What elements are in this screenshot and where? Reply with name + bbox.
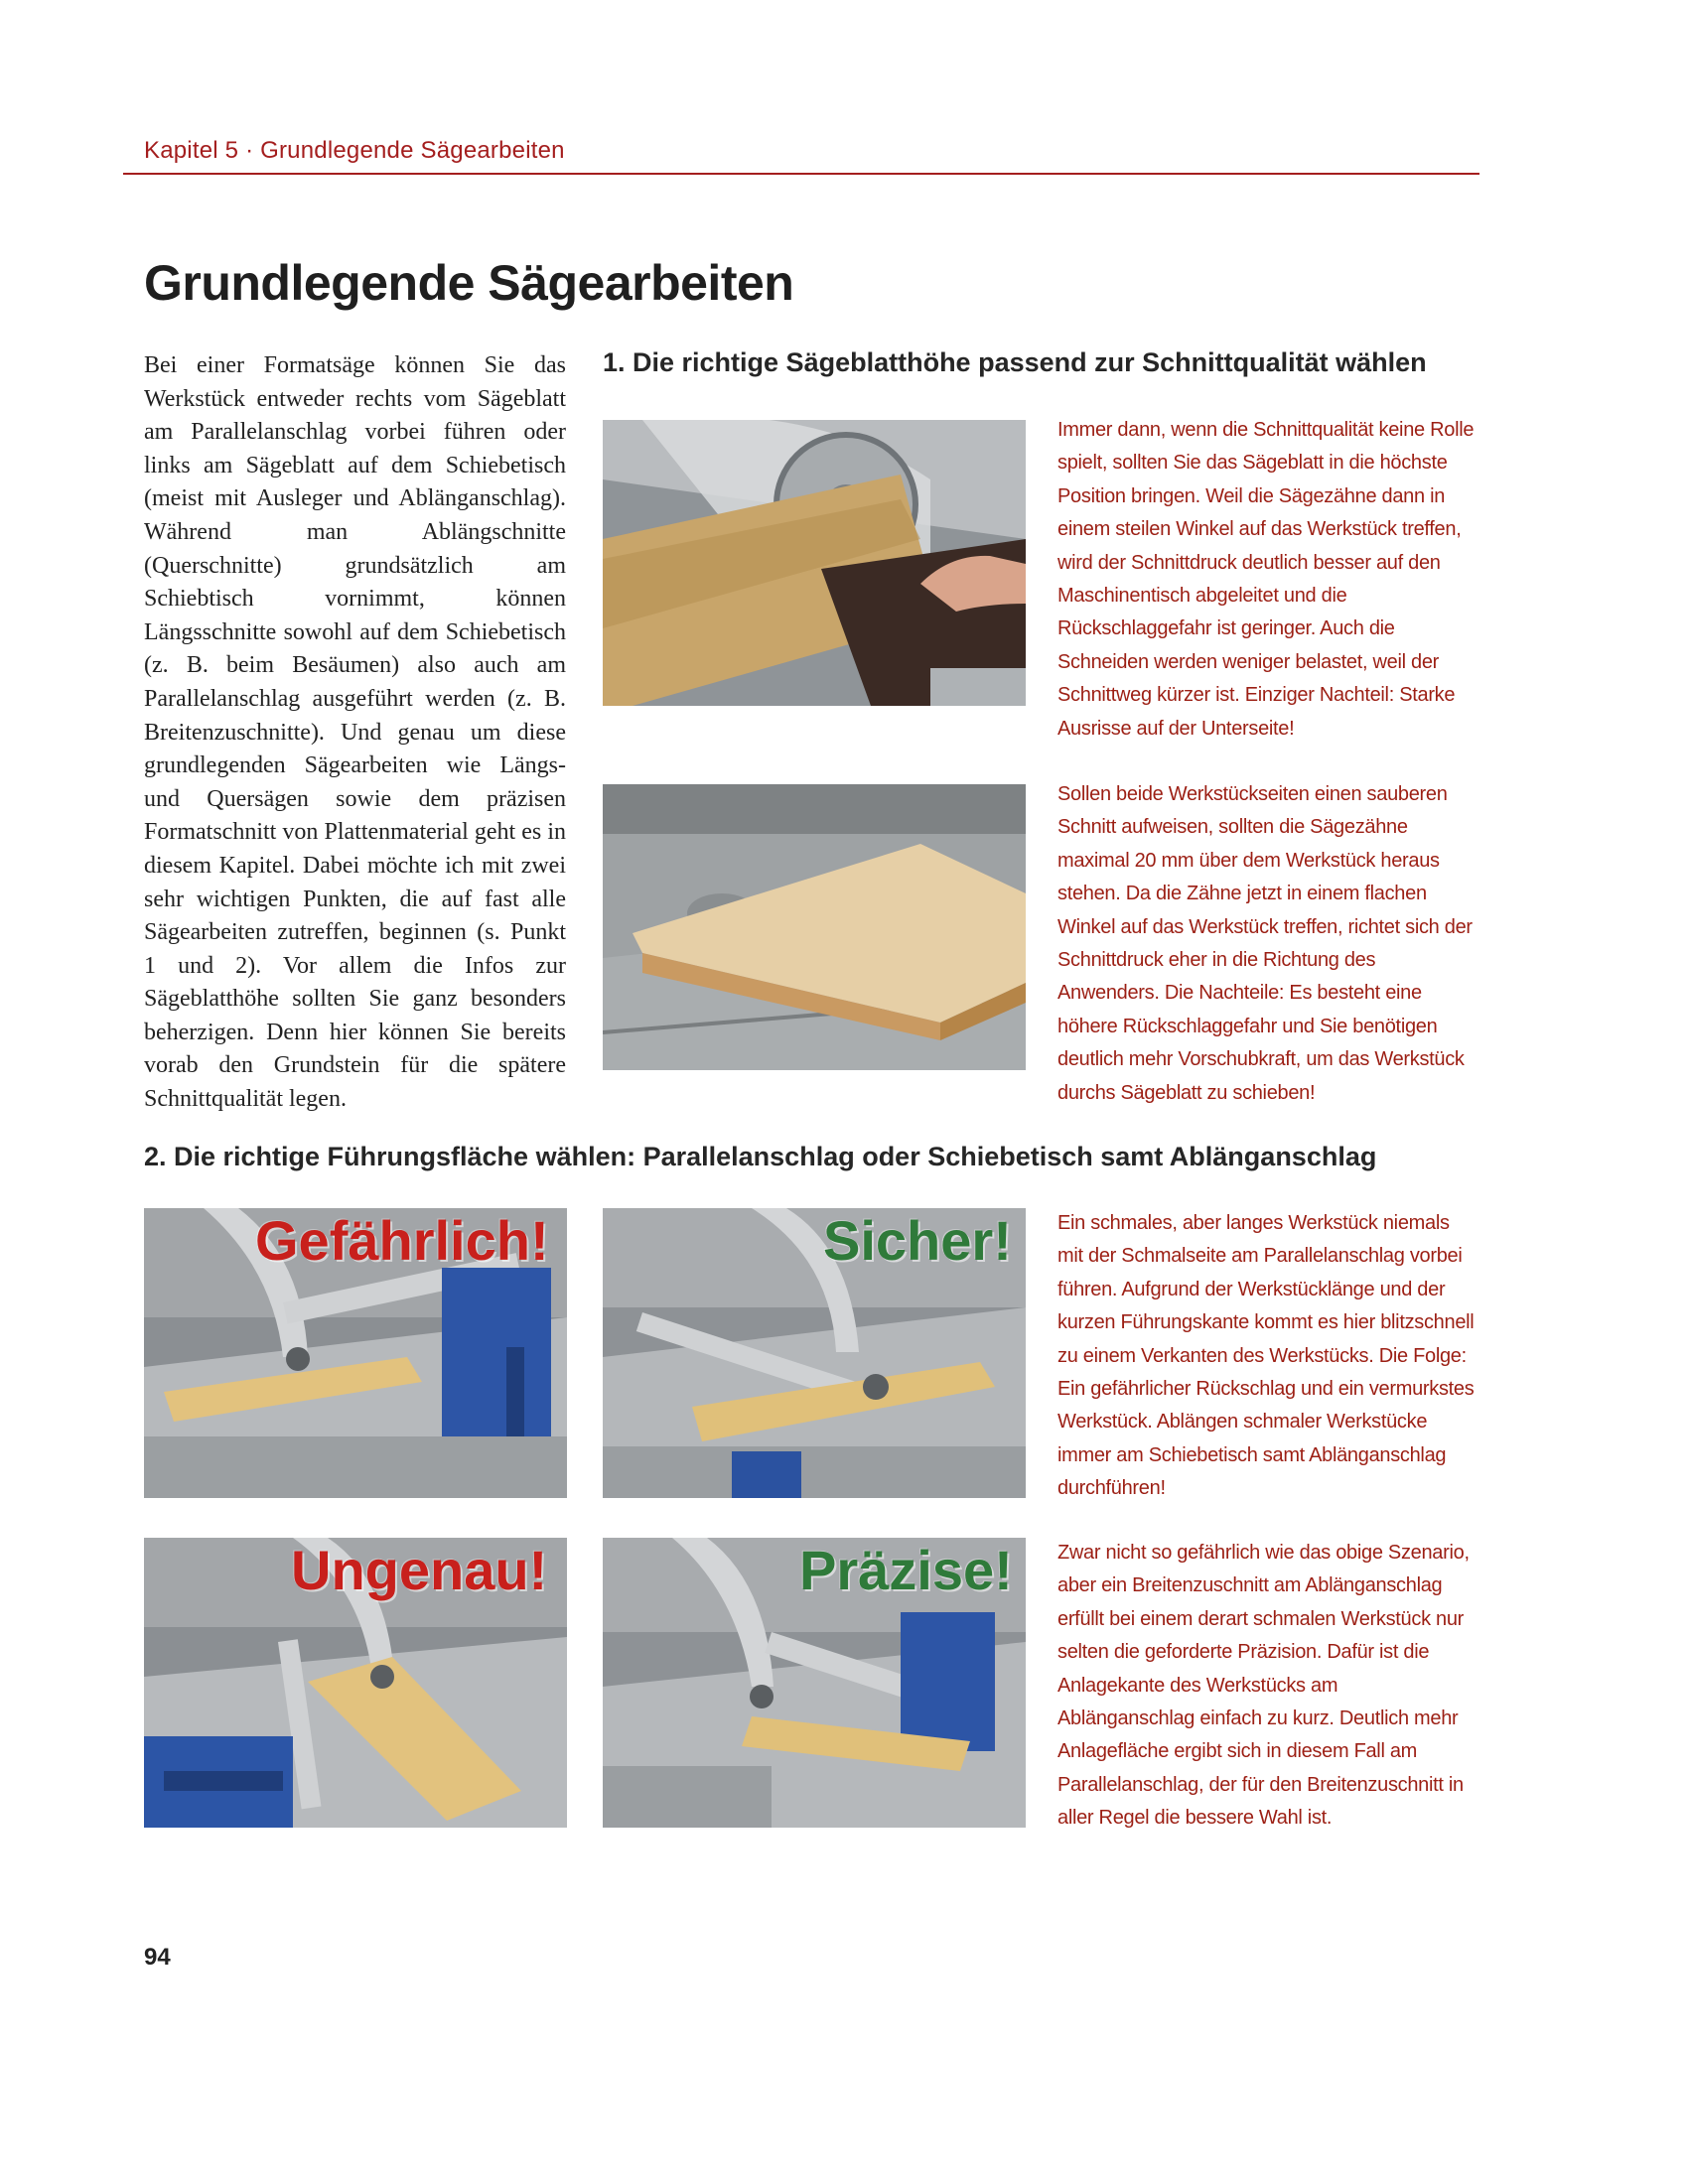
page-number: 94 [144, 1944, 171, 1971]
label-dangerous: Gefährlich! [255, 1209, 549, 1272]
intro-paragraph: Bei einer Formatsäge können Sie das Werkstück entweder rechts vom Sägeblatt am Parallelanschlag vorbei führen oder links am Sägeblatt auf dem Schiebetisch (meist mit Ausleger und Ablänganschlag). Während man Ablängschnitte (Querschnitte) grundsätzlich am Schiebtisch vornimmt, können Längsschnitte sowohl auf dem Schiebetisch (z. B. beim Besäumen) also auch am Parallelanschlag ausgeführt werden (z. B. Breitenzuschnitte). Und genau um diese grundlegenden Sägearbeiten wie Längs- und Quersägen sowie dem präzisen Formatschnitt von Plattenmaterial geht es in diesem Kapitel. Dabei möchte ich mit zwei sehr wichtigen Punkten, die auf fast alle Sägearbeiten zutreffen, beginnen (s. Punkt 1 und 2). Vor allem die Infos zur Sägeblatthöhe sollten Sie ganz besonders beherzigen. Denn hier können Sie bereits vorab den Grundstein für die spätere Schnittqualität legen. [144, 352, 566, 1113]
photo-safe [603, 1208, 1026, 1498]
header-rule [123, 173, 1479, 175]
photo-high-blade [603, 420, 1026, 706]
running-head: Kapitel 5 · Grundlegende Sägearbeiten [144, 137, 565, 164]
section-1-heading: 1. Die richtige Sägeblatthöhe passend zur Schnittqualität wählen [603, 347, 1427, 377]
page-title: Grundlegende Sägearbeiten [144, 255, 794, 311]
label-precise: Präzise! [799, 1539, 1013, 1601]
section-1-caption-1: Immer dann, wenn die Schnittqualität keine Rolle spielt, sollten Sie das Sägeblatt in die höchste Position bringen. Weil die Sägezähne dann in einem steilen Winkel auf das Werkstück treffen, wird der Schnittdruck deutlich besser auf den Maschinentisch abgeleitet und die Rückschlaggefahr ist geringer. Auch die Schneiden werden weniger belastet, weil der Schnittweg kürzer ist. Einziger Nachteil: Starke Ausrisse auf der Unterseite! [1057, 419, 1475, 740]
section-2-heading: 2. Die richtige Führungsfläche wählen: Parallelanschlag oder Schiebetisch samt Ablänganschlag [144, 1142, 1377, 1171]
photo-inaccurate [144, 1538, 567, 1828]
label-safe: Sicher! [823, 1209, 1012, 1272]
photo-low-blade [603, 784, 1026, 1070]
section-1-caption-2: Sollen beide Werkstückseiten einen sauberen Schnitt aufweisen, sollten die Sägezähne maximal 20 mm über dem Werkstück heraus stehen. Da die Zähne jetzt in einem flachen Winkel auf das Werkstück treffen, richtet sich der Schnittdruck eher in die Richtung des Anwenders. Die Nachteile: Es besteht eine höhere Rückschlaggefahr und Sie benötigen deutlich mehr Vorschubkraft, um das Werkstück durchs Sägeblatt zu schieben! [1057, 783, 1473, 1104]
photo-dangerous [144, 1208, 567, 1498]
label-inaccurate: Ungenau! [291, 1539, 548, 1601]
section-2-caption-1: Ein schmales, aber langes Werkstück niemals mit der Schmalseite am Parallelanschlag vorbei führen. Aufgrund der Werkstücklänge und der kurzen Führungskante kommt es hier blitzschnell zu einem Verkanten des Werkstücks. Die Folge: Ein gefährlicher Rückschlag und ein vermurkstes Werkstück. Ablängen schmaler Werkstücke immer am Schiebetisch samt Ablänganschlag durchführen! [1057, 1212, 1475, 1500]
photo-precise [603, 1538, 1026, 1828]
section-2-caption-2: Zwar nicht so gefährlich wie das obige Szenario, aber ein Breitenzuschnitt am Ablänganschlag erfüllt bei einem derart schmalen Werkstück nur selten die geforderte Präzision. Dafür ist die Anlagekante des Werkstücks am Ablänganschlag einfach zu kurz. Deutlich mehr Anlagefläche ergibt sich in diesem Fall am Parallelanschlag, der für den Breitenzuschnitt in aller Regel die bessere Wahl ist. [1057, 1542, 1470, 1830]
